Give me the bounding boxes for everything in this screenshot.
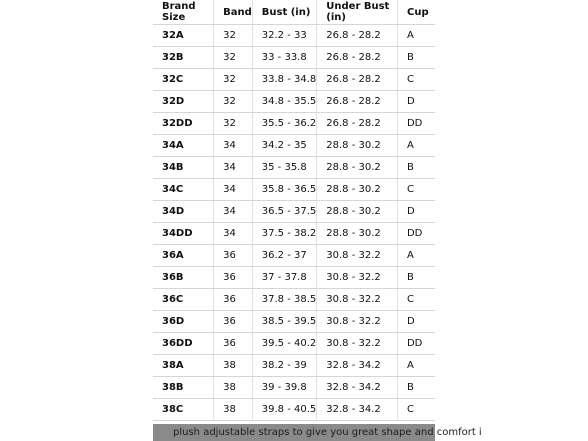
table-row: [153, 201, 435, 223]
bust-cell: 32.2 - 33: [252, 25, 317, 47]
bust-cell: 38.5 - 39.5: [252, 311, 317, 333]
band-cell: 38: [214, 399, 253, 421]
table-row: [153, 25, 435, 47]
cup-cell: DD: [397, 333, 435, 355]
cup-cell: A: [397, 245, 435, 267]
brand-size-cell: 38B: [153, 377, 214, 399]
brand-size-cell: 38C: [153, 399, 214, 421]
band-cell: 32: [214, 47, 253, 69]
bust-cell: 39 - 39.8: [252, 377, 317, 399]
band-cell: 32: [214, 69, 253, 91]
bust-cell: 33 - 33.8: [252, 47, 317, 69]
brand-size-cell: 32C: [153, 69, 214, 91]
cup-cell: D: [397, 201, 435, 223]
brand-size-cell: 36B: [153, 267, 214, 289]
under-bust-cell: 30.8 - 32.2: [317, 333, 398, 355]
cup-cell: B: [397, 267, 435, 289]
table-row: [153, 113, 435, 135]
band-cell: 38: [214, 377, 253, 399]
cup-cell: C: [397, 179, 435, 201]
bust-cell: 33.8 - 34.8: [252, 69, 317, 91]
bust-cell: 36.5 - 37.5: [252, 201, 317, 223]
under-bust-cell: 28.8 - 30.2: [317, 179, 398, 201]
table-row: [153, 179, 435, 201]
under-bust-cell: 32.8 - 34.2: [317, 399, 398, 421]
table-row: [153, 91, 435, 113]
band-cell: 32: [214, 113, 253, 135]
bust-cell: 35.8 - 36.5: [252, 179, 317, 201]
header-cup: Cup: [397, 0, 435, 25]
band-cell: 36: [214, 311, 253, 333]
table-row: [153, 267, 435, 289]
brand-size-cell: 32A: [153, 25, 214, 47]
under-bust-cell: 26.8 - 28.2: [317, 113, 398, 135]
table-row: [153, 47, 435, 69]
brand-size-cell: 38A: [153, 355, 214, 377]
cup-cell: C: [397, 289, 435, 311]
brand-size-cell: 32DD: [153, 113, 214, 135]
description-caption-text: plush adjustable straps to give you great shape and comfort i: [173, 427, 482, 438]
brand-size-cell: 36C: [153, 289, 214, 311]
band-cell: 36: [214, 245, 253, 267]
bust-cell: 37.8 - 38.5: [252, 289, 317, 311]
under-bust-cell: 28.8 - 30.2: [317, 201, 398, 223]
header-band: Band: [214, 0, 253, 25]
cup-cell: DD: [397, 113, 435, 135]
table-row: [153, 289, 435, 311]
brand-size-cell: 34DD: [153, 223, 214, 245]
band-cell: 34: [214, 157, 253, 179]
header-brand-size: Brand Size: [153, 0, 214, 25]
cup-cell: D: [397, 311, 435, 333]
table-row: [153, 377, 435, 399]
table-row: [153, 311, 435, 333]
under-bust-cell: 28.8 - 30.2: [317, 223, 398, 245]
cup-cell: C: [397, 69, 435, 91]
table-row: [153, 223, 435, 245]
cup-cell: DD: [397, 223, 435, 245]
cup-cell: B: [397, 47, 435, 69]
band-cell: 34: [214, 201, 253, 223]
under-bust-cell: 30.8 - 32.2: [317, 289, 398, 311]
bust-cell: 34.2 - 35: [252, 135, 317, 157]
under-bust-cell: 26.8 - 28.2: [317, 25, 398, 47]
brand-size-cell: 34A: [153, 135, 214, 157]
cup-cell: A: [397, 135, 435, 157]
bust-cell: 35.5 - 36.2: [252, 113, 317, 135]
under-bust-cell: 28.8 - 30.2: [317, 135, 398, 157]
under-bust-cell: 32.8 - 34.2: [317, 355, 398, 377]
brand-size-cell: 36A: [153, 245, 214, 267]
table-row: [153, 245, 435, 267]
band-cell: 36: [214, 289, 253, 311]
bust-cell: 35 - 35.8: [252, 157, 317, 179]
table-row: [153, 355, 435, 377]
brand-size-cell: 36DD: [153, 333, 214, 355]
table-body: [153, 25, 435, 421]
band-cell: 34: [214, 135, 253, 157]
under-bust-cell: 28.8 - 30.2: [317, 157, 398, 179]
table-row: [153, 399, 435, 421]
cup-cell: B: [397, 377, 435, 399]
table-row: [153, 333, 435, 355]
cup-cell: A: [397, 25, 435, 47]
cup-cell: B: [397, 157, 435, 179]
bust-cell: 36.2 - 37: [252, 245, 317, 267]
cup-cell: A: [397, 355, 435, 377]
header-under-bust: Under Bust (in): [317, 0, 398, 25]
bust-cell: 34.8 - 35.5: [252, 91, 317, 113]
band-cell: 34: [214, 223, 253, 245]
under-bust-cell: 26.8 - 28.2: [317, 69, 398, 91]
description-caption-bar: [153, 424, 482, 441]
band-cell: 38: [214, 355, 253, 377]
cup-cell: C: [397, 399, 435, 421]
table-row: [153, 157, 435, 179]
brand-size-cell: 36D: [153, 311, 214, 333]
under-bust-cell: 30.8 - 32.2: [317, 267, 398, 289]
bust-cell: 37 - 37.8: [252, 267, 317, 289]
cup-cell: D: [397, 91, 435, 113]
band-cell: 36: [214, 267, 253, 289]
band-cell: 34: [214, 179, 253, 201]
table-row: [153, 135, 435, 157]
header-bust: Bust (in): [252, 0, 317, 25]
under-bust-cell: 32.8 - 34.2: [317, 377, 398, 399]
table-row: [153, 69, 435, 91]
size-chart-table: [153, 0, 435, 421]
band-cell: 32: [214, 25, 253, 47]
bust-cell: 39.8 - 40.5: [252, 399, 317, 421]
brand-size-cell: 32B: [153, 47, 214, 69]
under-bust-cell: 30.8 - 32.2: [317, 311, 398, 333]
band-cell: 32: [214, 91, 253, 113]
bust-cell: 37.5 - 38.2: [252, 223, 317, 245]
brand-size-cell: 32D: [153, 91, 214, 113]
bust-cell: 38.2 - 39: [252, 355, 317, 377]
brand-size-cell: 34C: [153, 179, 214, 201]
under-bust-cell: 30.8 - 32.2: [317, 245, 398, 267]
brand-size-cell: 34B: [153, 157, 214, 179]
brand-size-cell: 34D: [153, 201, 214, 223]
under-bust-cell: 26.8 - 28.2: [317, 47, 398, 69]
under-bust-cell: 26.8 - 28.2: [317, 91, 398, 113]
band-cell: 36: [214, 333, 253, 355]
bust-cell: 39.5 - 40.2: [252, 333, 317, 355]
table-header-row: [153, 0, 435, 25]
